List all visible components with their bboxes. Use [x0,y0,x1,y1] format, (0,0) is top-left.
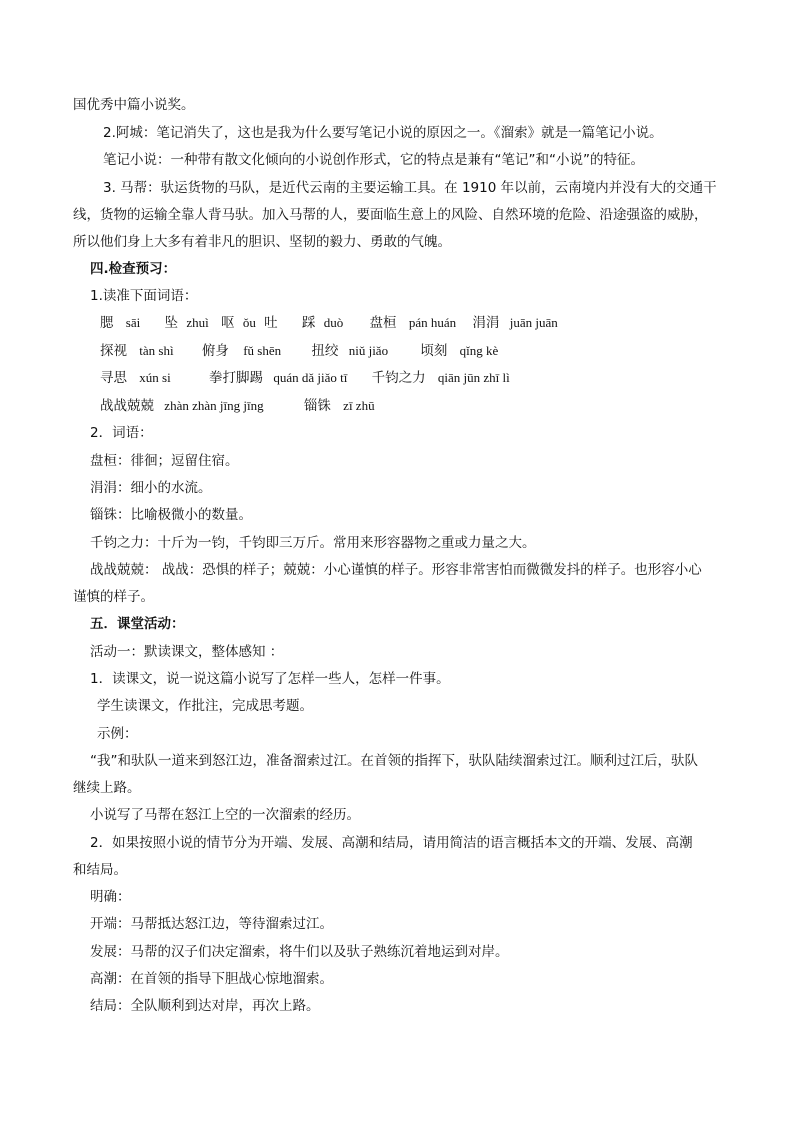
pinyin: zhuì [186,315,209,330]
activity-line: 开端：马帮抵达怒江边，等待溜索过江。 [90,916,333,932]
word-row [100,396,375,416]
note-line: 2.阿城：笔记消失了，这也是我为什么要写笔记小说的原因之一。《溜索》就是一篇笔记小说。 [103,125,663,141]
pinyin: quán dǎ jiǎo tī [273,370,348,385]
pinyin: duò [323,315,344,330]
activity-line: 学生读课文，作批注，完成思考题。 [97,698,313,714]
pinyin: zhàn zhàn jīng jīng [164,398,264,413]
activity-line: 活动一：默读课文，整体感知 ： [90,644,284,660]
word: 顷刻 [420,343,448,359]
word: 千钧之力 [371,370,426,386]
note-line: 国优秀中篇小说奖。 [73,97,195,113]
note-line: 所以他们身上大多有着非凡的胆识、坚韧的毅力、勇敢的气魄。 [73,234,451,250]
section-heading: 五．课堂活动： [90,616,185,632]
pinyin: juān juān [509,315,558,330]
word: 扭绞 [311,343,339,359]
word: 坠 [164,315,179,331]
activity-line: 小说写了马帮在怒江上空的一次溜索的经历。 [90,807,360,823]
word: 腮 [100,315,114,331]
pinyin: tàn shì [139,343,174,358]
definition: 涓涓：细小的水流。 [90,480,212,496]
definition: 盘桓：徘徊；逗留住宿。 [90,453,239,469]
definition: 谨慎的样子。 [73,589,154,605]
pinyin: pán huán [408,315,457,330]
word: 寻思 [100,370,127,386]
word-row [100,368,510,388]
activity-line: 高潮：在首领的指导下胆战心惊地溜索。 [90,971,333,987]
definition: 锱铢：比喻极微小的数量。 [90,507,252,523]
activity-line: 示例： [97,726,138,742]
pinyin: fǔ shēn [243,343,282,358]
word-row [100,341,498,361]
pinyin: sāi [125,315,141,330]
pinyin: niǔ jiǎo [348,343,389,358]
word-row [100,313,558,333]
pinyin: xún si [139,370,171,385]
section-heading: 四.检查预习： [90,261,177,277]
activity-line: 发展：马帮的汉子们决定溜索，将牛们以及驮子熟练沉着地运到对岸。 [90,944,509,960]
question-label: 2．词语： [90,425,153,441]
pinyin: ǒu [242,315,256,330]
activity-line: 继续上路。 [73,780,141,796]
word: 锱铢 [303,398,331,414]
question-label: 1.读准下面词语： [90,288,198,304]
activity-line: 1．读课文，说一说这篇小说写了怎样一些人，怎样一件事。 [90,671,450,687]
pinyin: qǐng kè [459,343,499,358]
word: 吐 [264,315,278,331]
word: 踩 [301,315,316,331]
note-line: 3. 马帮：驮运货物的马队，是近代云南的主要运输工具。在 1910 年以前，云南境内并没有大的交通干 [103,180,717,196]
word: 涓涓 [472,315,500,331]
pinyin: qiān jūn zhī lì [437,370,510,385]
activity-line: “我”和驮队一道来到怒江边，准备溜索过江。在首领的指挥下，驮队陆续溜索过江。顺利过江后，驮队 [90,753,698,769]
activity-line: 2．如果按照小说的情节分为开端、发展、高潮和结局，请用简洁的语言概括本文的开端、发展、高潮 [90,835,693,851]
word: 呕 [221,315,235,331]
definition: 千钧之力：十斤为一钧，千钧即三万斤。常用来形容器物之重或力量之大。 [90,535,536,551]
word: 盘桓 [369,315,397,331]
pinyin: zī zhū [343,398,375,413]
definition: 战战兢兢： 战战：恐惧的样子；兢兢：小心谨慎的样子。形容非常害怕而微微发抖的样子。也形容小心 [90,562,702,578]
note-line: 线，货物的运输全靠人背马驮。加入马帮的人，要面临生意上的风险、自然环境的危险、沿途强盗的威胁， [73,207,708,223]
note-line: 笔记小说：一种带有散文化倾向的小说创作形式，它的特点是兼有“笔记”和“小说”的特征。 [103,152,644,168]
activity-line: 和结局。 [73,862,127,878]
word: 拳打脚踢 [209,370,264,386]
activity-line: 结局：全队顺利到达对岸，再次上路。 [90,998,320,1014]
word: 战战兢兢 [100,398,154,414]
word: 探视 [100,343,127,359]
activity-line: 明确： [90,889,131,905]
word: 俯身 [201,343,229,359]
